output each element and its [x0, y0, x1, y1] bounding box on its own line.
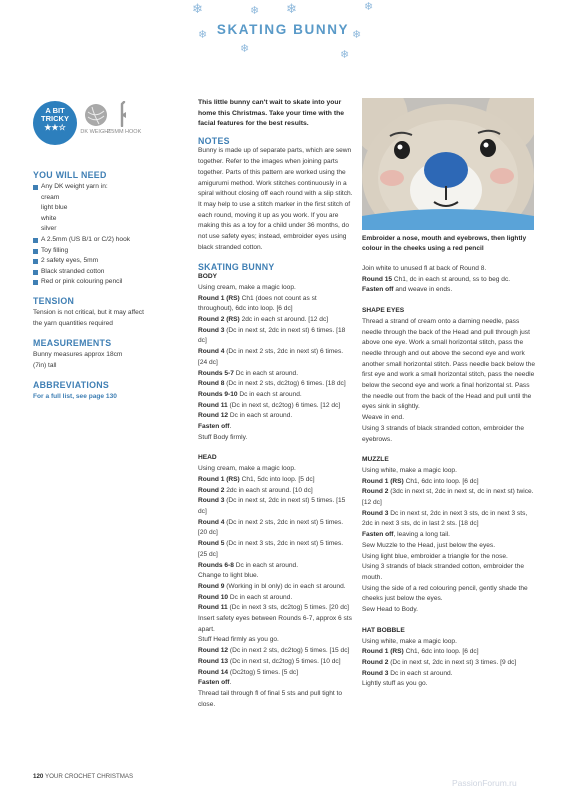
pattern-line: Thread a strand of cream onto a darning needle, pass needle through the back of the Head and pull through just above one eye. Work a small horizontal stitch, pass the needle through and out above the second eye and work another small horizontal stitch. Pass needle back below the first eye and work a small horizontal stitch, pass the needle below the second eye and work a final horizontal st. Pass the needle out from the back of the Head and pull until the eyes sink in slightly.: [362, 317, 535, 411]
list-item: Toy filling: [33, 246, 178, 257]
page-title: SKATING BUNNY: [216, 22, 350, 37]
pattern-line: Round 2 (Dc in next st, 2dc in next st) 3 times. [9 dc]: [362, 658, 517, 666]
pattern-line: Weave in end.: [362, 414, 405, 422]
snowflake-icon: ❄: [364, 1, 374, 13]
pattern-line: Round 3 (Dc in next st, 2dc in next st) 6 times. [18 dc]: [198, 326, 346, 345]
list-item: Black stranded cotton: [33, 267, 178, 278]
abbreviations-heading: ABBREVIATIONS: [33, 380, 110, 390]
photo-caption: Embroider a nose, mouth and eyebrows, then lightly colour in the cheeks using a red pencil: [362, 235, 527, 252]
pattern-line: Round 5 (Dc in next 3 sts, 2dc in next st) 5 times. [25 dc]: [198, 540, 344, 558]
pattern-line: Round 13 (Dc in next st, dc2tog) 5 times. [10 dc]: [198, 657, 341, 665]
list-item: 2 safety eyes, 5mm: [33, 256, 178, 267]
pattern-line: Fasten off.: [198, 679, 232, 687]
pattern-line: Using 3 strands of black stranded cotton, embroider the mouth.: [362, 563, 525, 581]
snowflake-icon: ❄: [192, 1, 203, 16]
shape-eyes-heading: SHAPE EYES: [362, 307, 405, 315]
pattern-line: Using white, make a magic loop.: [362, 466, 457, 474]
pattern-line: Round 1 (RS) Ch1, 6dc into loop. [6 dc]: [362, 648, 479, 656]
column-2: [362, 234, 536, 690]
hat-bobble-heading: HAT BOBBLE: [362, 626, 405, 634]
intro-text: This little bunny can't wait to skate into your home this Christmas. Take your time with the facial features for the best results.: [198, 99, 345, 128]
pattern-line: Insert safety eyes between Rounds 6-7, approx 6 sts apart.: [198, 615, 352, 633]
pattern-line: Round 3 (Dc in next st, 2dc in next st) 5 times. [15 dc]: [198, 497, 346, 515]
pattern-line: Sew Head to Body.: [362, 606, 418, 614]
pattern-line: Round 1 (RS) Ch1, 5dc into loop. [5 dc]: [198, 475, 315, 483]
pattern-heading: SKATING BUNNY: [198, 261, 275, 272]
snowflake-icon: ❄: [352, 29, 362, 41]
pattern-line: Round 12 Dc in each st around.: [198, 412, 293, 420]
hook-size-label: 2.5MM HOOK: [106, 129, 142, 135]
bunny-photo: [362, 98, 534, 230]
pattern-line: Using light blue, embroider a triangle for the nose.: [362, 552, 508, 560]
pattern-line: Round 14 (Dc2tog) 5 times. [5 dc]: [198, 668, 299, 676]
column-1: [198, 98, 353, 710]
pattern-line: Using 3 strands of black stranded cotton, embroider the eyebrows.: [362, 424, 525, 443]
pattern-line: Round 2 (3dc in next st, 2dc in next st, dc in next st) twice. [12 dc]: [362, 488, 534, 507]
yarn-weight-label: DK WEIGHT: [80, 129, 112, 135]
list-item: silver: [41, 225, 57, 233]
pattern-line: Join white to unused fl at back of Round 8.: [362, 265, 487, 272]
head-heading: HEAD: [198, 454, 217, 462]
notes-heading: NOTES: [198, 135, 230, 146]
snowflake-icon: ❄: [286, 1, 297, 16]
body-heading: BODY: [198, 273, 218, 281]
tension-text: Tension is not critical, but it may affect the yarn quantities required: [33, 309, 144, 327]
difficulty-stars: ★★☆: [44, 123, 66, 132]
pattern-line: Round 2 (RS) 2dc in each st around. [12 dc]: [198, 316, 329, 324]
pattern-line: Round 1 (RS) Ch1 (does not count as st throughout), 6dc into loop. [6 dc]: [198, 294, 317, 313]
tension-heading: TENSION: [33, 296, 75, 306]
pattern-line: Round 10 Dc in each st around.: [198, 593, 293, 601]
pattern-line: Fasten off.: [198, 423, 232, 431]
pattern-line: Stuff Head firmly as you go.: [198, 636, 279, 644]
pattern-line: Round 8 (Dc in next 2 sts, dc2tog) 6 times. [18 dc]: [198, 380, 346, 388]
list-item: Red or pink colouring pencil: [33, 277, 178, 288]
snowflake-icon: ❄: [198, 29, 208, 41]
pattern-line: Round 3 Dc in each st around.: [362, 669, 453, 677]
list-item: white: [41, 214, 57, 222]
list-item: A 2.5mm (US B/1 or C/2) hook: [33, 235, 178, 246]
materials-list: [33, 182, 178, 288]
measurements-text: Bunny measures approx 18cm (7in) tall: [33, 351, 123, 369]
pattern-line: Rounds 5-7 Dc in each st around.: [198, 369, 299, 377]
difficulty-line1: A BIT: [45, 106, 65, 115]
pattern-line: Fasten off and weave in ends.: [362, 286, 453, 294]
list-item: light blue: [41, 204, 68, 212]
pattern-line: Sew Muzzle to the Head, just below the eyes.: [362, 541, 496, 549]
pattern-line: Round 11 (Dc in next 3 sts, dc2tog) 5 times. [20 dc]: [198, 604, 349, 612]
you-will-need-heading: YOU WILL NEED: [33, 170, 107, 180]
pattern-line: Round 2 2dc in each st around. [10 dc]: [198, 486, 313, 494]
pattern-line: Using cream, make a magic loop.: [198, 283, 296, 291]
magazine-name: YOUR CROCHET CHRISTMAS: [44, 773, 134, 780]
pattern-line: Round 15 Ch1, dc in each st around, ss to beg dc.: [362, 275, 511, 283]
list-item: cream: [41, 193, 60, 201]
difficulty-line2: TRICKY: [41, 114, 69, 123]
muzzle-heading: MUZZLE: [362, 456, 389, 464]
list-item: Any DK weight yarn in:: [33, 182, 178, 193]
pattern-line: Round 1 (RS) Ch1, 6dc into loop. [6 dc]: [362, 477, 479, 485]
pattern-line: Using cream, make a magic loop.: [198, 465, 296, 473]
pattern-line: Using the side of a red colouring pencil, gently shade the cheeks just below the eyes.: [362, 584, 528, 603]
pattern-line: Round 12 (Dc in next 2 sts, dc2tog) 5 times. [15 dc]: [198, 647, 350, 655]
pattern-line: Stuff Body firmly.: [198, 433, 248, 441]
pattern-line: Round 9 (Working in bl only) dc in each st around.: [198, 582, 346, 590]
snowflake-icon: ❄: [240, 43, 250, 55]
page-footer: [33, 773, 133, 780]
pattern-line: Rounds 6-8 Dc in each st around.: [198, 561, 299, 569]
crochet-hook-icon: [118, 101, 127, 127]
pattern-line: Thread tail through fl of final 5 sts and pull tight to close.: [198, 689, 343, 708]
yarn-ball-icon: [85, 104, 107, 126]
pattern-line: Using white, make a magic loop.: [362, 637, 457, 645]
pattern-line: Rounds 9-10 Dc in each st around.: [198, 390, 302, 398]
measurements-heading: MEASUREMENTS: [33, 338, 112, 348]
abbreviations-link[interactable]: For a full list, see page 130: [33, 393, 117, 400]
pattern-line: Lightly stuff as you go.: [362, 680, 428, 688]
pattern-line: Fasten off, leaving a long tail.: [362, 531, 450, 539]
difficulty-badge: [33, 101, 77, 145]
watermark: PassionForum.ru: [452, 778, 517, 788]
pattern-line: Round 3 Dc in next st, 2dc in next 3 sts, dc in next 3 sts, 2dc in next 3 sts, dc in last 2 sts. [18 dc]: [362, 509, 528, 528]
pattern-line: Round 11 (Dc in next st, dc2tog) 6 times. [12 dc]: [198, 401, 341, 409]
page-number: 120: [33, 773, 44, 780]
notes-text: Bunny is made up of separate parts, which are sewn together. Refer to the images when joining parts together. Parts of this pattern are worked using the amigurumi method. Work stitches continuously in a spiral without closing off each round with a slip stitch. It may help to use a stitch marker in the first stitch of each round, moving it up as you work. If you are making this as a toy for a child under 36 months, do not use safety eyes; instead, embroider eyes using black stranded cotton.: [198, 147, 353, 251]
snowflake-icon: ❄: [340, 49, 350, 61]
snowflake-icon: ❄: [250, 5, 260, 17]
pattern-line: Round 4 (Dc in next 2 sts, 2dc in next st) 5 times. [20 dc]: [198, 518, 344, 537]
pattern-line: Change to light blue.: [198, 572, 259, 580]
pattern-line: Round 4 (Dc in next 2 sts, 2dc in next st) 6 times. [24 dc]: [198, 348, 344, 366]
